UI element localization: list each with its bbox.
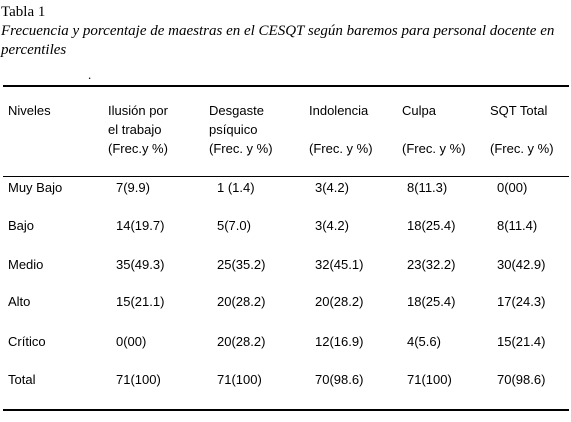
cell-nivel: Bajo [8,218,35,233]
cell-culpa: 4(5.6) [407,334,441,349]
header-desgaste: Desgaste psíquico (Frec. y %) [209,103,273,156]
cell-nivel: Muy Bajo [8,180,63,195]
cell-nivel: Total [8,372,36,387]
cell-sqt-total: 30(42.9) [497,257,546,272]
table-caption: Frecuencia y porcentaje de maestras en el CESQT según baremos para personal docente en percentiles [1,23,555,58]
table-label: Tabla 1 [1,4,46,20]
cell-culpa: 23(32.2) [407,257,456,272]
table-top-rule [3,85,569,87]
header-niveles: Niveles [8,103,51,118]
cell-desgaste: 5(7.0) [217,218,251,233]
cell-indolencia: 32(45.1) [315,257,364,272]
cell-desgaste: 25(35.2) [217,257,266,272]
cell-ilusion: 14(19.7) [116,218,165,233]
cell-sqt-total: 70(98.6) [497,372,546,387]
caption-dot: . [88,67,92,82]
cell-desgaste: 71(100) [217,372,262,387]
cell-indolencia: 3(4.2) [315,180,349,195]
cell-sqt-total: 0(00) [497,180,528,195]
cell-nivel: Crítico [8,334,46,349]
table-bottom-rule [3,409,569,411]
cell-nivel: Alto [8,294,31,309]
cell-indolencia: 20(28.2) [315,294,364,309]
cell-indolencia: 12(16.9) [315,334,364,349]
cell-ilusion: 15(21.1) [116,294,165,309]
cell-culpa: 18(25.4) [407,218,456,233]
cell-ilusion: 0(00) [116,334,147,349]
cell-sqt-total: 17(24.3) [497,294,546,309]
cell-ilusion: 35(49.3) [116,257,165,272]
header-culpa: Culpa (Frec. y %) [402,103,466,156]
cell-ilusion: 7(9.9) [116,180,150,195]
cell-desgaste: 1 (1.4) [217,180,255,195]
cell-sqt-total: 15(21.4) [497,334,546,349]
cell-culpa: 8(11.3) [407,180,448,195]
cell-ilusion: 71(100) [116,372,161,387]
cell-culpa: 71(100) [407,372,452,387]
header-sqt-total: SQT Total (Frec. y %) [490,103,554,156]
header-rule [3,176,569,177]
cell-desgaste: 20(28.2) [217,334,266,349]
header-indolencia: Indolencia (Frec. y %) [309,103,373,156]
cell-culpa: 18(25.4) [407,294,456,309]
cell-desgaste: 20(28.2) [217,294,266,309]
cell-sqt-total: 8(11.4) [497,218,538,233]
cell-indolencia: 3(4.2) [315,218,349,233]
cell-indolencia: 70(98.6) [315,372,364,387]
header-ilusion: Ilusión por el trabajo (Frec.y %) [108,103,168,156]
cell-nivel: Medio [8,257,44,272]
